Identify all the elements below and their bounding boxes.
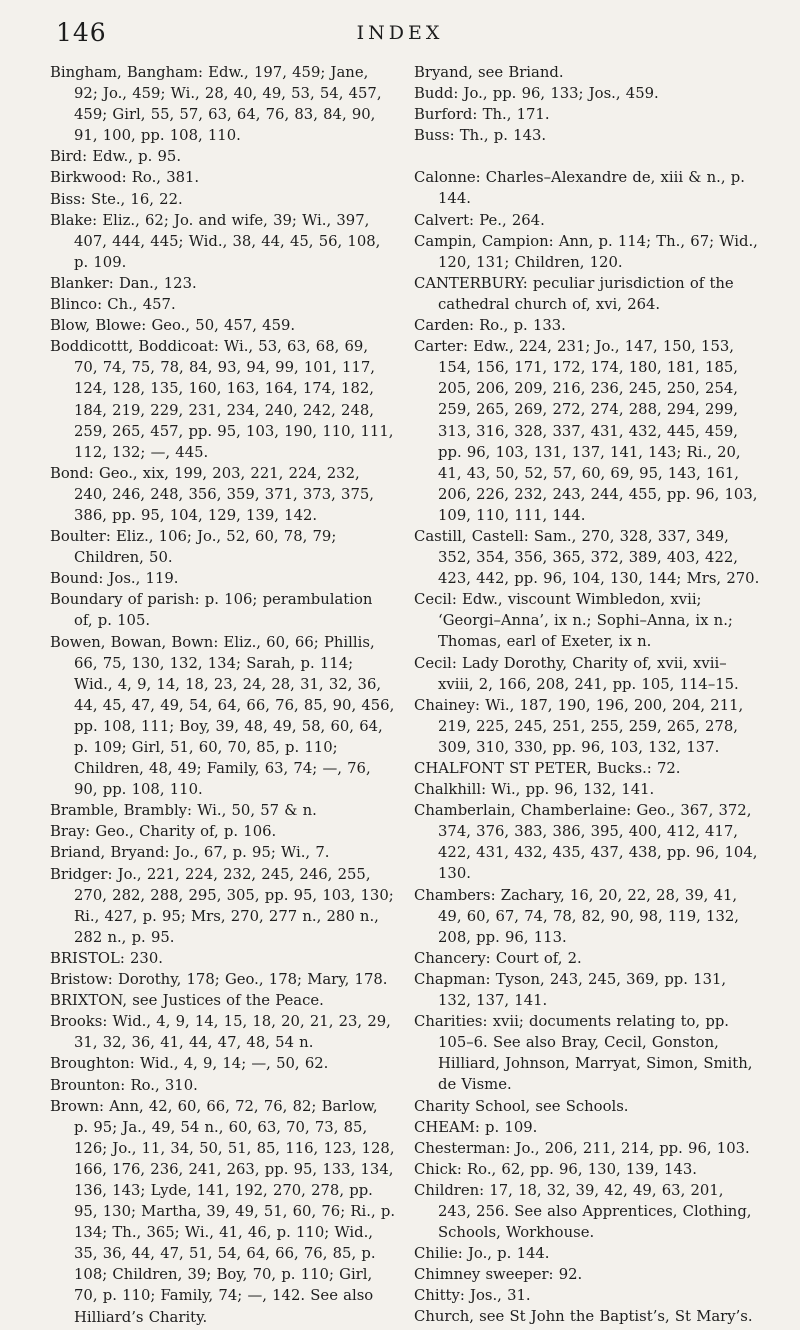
index-entry: Boulter: Eliz., 106; Jo., 52, 60, 78, 79; Children, 50. xyxy=(50,528,337,567)
index-entry: Brooks: Wid., 4, 9, 14, 15, 18, 20, 21, 23, 29, 31, 32, 36, 41, 44, 47, 48, 54 n. xyxy=(50,1013,391,1052)
index-entry: Church, see St John the Baptist’s, St Mary’s. xyxy=(414,1308,753,1326)
index-entry: Campin, Campion: Ann, p. 114; Th., 67; Wid., 120, 131; Children, 120. xyxy=(414,232,758,271)
index-entry: Bingham, Bangham: Edw., 197, 459; Jane, 92; Jo., 459; Wi., 28, 40, 49, 53, 54, 457, 459; Girl, 55, 57, 63, 64, 76, 83, 84, 90, 91, 100, pp. 108, 110. xyxy=(50,64,382,145)
index-entry: CHALFONT ST PETER, Bucks.: 72. xyxy=(414,760,681,777)
index-entry: Charities: xvii; documents relating to, pp. 105–6. See also Bray, Cecil, Gonston, Hilliard, Johnson, Marryat, Simon, Smith, de Visme. xyxy=(414,1013,753,1094)
index-entry: Broughton: Wid., 4, 9, 14; —, 50, 62. xyxy=(50,1055,329,1073)
index-entry: Bridger: Jo., 221, 224, 232, 245, 246, 255, 270, 282, 288, 295, 305, pp. 95, 103, 130; Ri., 427, p. 95; Mrs, 270, 277 n., 280 n., 282 n., p. 95. xyxy=(50,865,394,946)
index-column-right xyxy=(414,62,760,1328)
index-entry: Calonne: Charles–Alexandre de, xiii & n., p. 144. xyxy=(414,169,745,208)
index-columns xyxy=(50,62,760,1328)
index-entry: Bond: Geo., xix, 199, 203, 221, 224, 232, 240, 246, 248, 356, 359, 371, 373, 375, 386, pp. 95, 104, 129, 139, 142. xyxy=(50,464,374,524)
index-entry: Blake: Eliz., 62; Jo. and wife, 39; Wi., 397, 407, 444, 445; Wid., 38, 44, 45, 56, 108, p. 109. xyxy=(50,211,381,271)
index-entry: BRISTOL: 230. xyxy=(50,949,163,967)
index-entry: BRIXTON, see Justices of the Peace. xyxy=(50,992,324,1010)
index-entry: CANTERBURY: peculiar jurisdiction of the cathedral church of, xvi, 264. xyxy=(414,274,734,313)
index-entry: Chilie: Jo., p. 144. xyxy=(414,1245,550,1263)
index-entry: Chalkhill: Wi., pp. 96, 132, 141. xyxy=(414,781,655,799)
index-entry: Burford: Th., 171. xyxy=(414,106,550,124)
page-number: 146 xyxy=(56,18,107,47)
index-entry: Blanker: Dan., 123. xyxy=(50,274,197,292)
index-entry: Chancery: Court of, 2. xyxy=(414,949,582,967)
index-entry: Cecil: Edw., viscount Wimbledon, xvii; ‘Georgi–Anna’, ix n.; Sophi–Anna, ix n.; Thomas, earl of Exeter, ix n. xyxy=(414,591,733,651)
index-entry: Boundary of parish: p. 106; perambulation of, p. 105. xyxy=(50,591,373,630)
index-column-left xyxy=(50,62,396,1328)
page-header xyxy=(56,8,744,56)
index-entry: Boddicottt, Boddicoat: Wi., 53, 63, 68, 69, 70, 74, 75, 78, 84, 93, 94, 99, 101, 117, 124, 128, 135, 160, 163, 164, 174, 182, 184, 219, 229, 231, 234, 240, 242, 248, 259, 265, 457, pp. 95, 103, 190, 110, 111, 112, 132; —, 445. xyxy=(50,338,394,461)
index-entry xyxy=(414,146,760,167)
index-entry: CHEAM: p. 109. xyxy=(414,1118,538,1136)
index-entry: Chimney sweeper: 92. xyxy=(414,1266,583,1284)
index-entry: Buss: Th., p. 143. xyxy=(414,127,547,145)
index-entry: Bray: Geo., Charity of, p. 106. xyxy=(50,823,277,841)
index-entry: Bramble, Brambly: Wi., 50, 57 & n. xyxy=(50,802,317,820)
running-head: INDEX xyxy=(356,22,444,44)
index-entry: Chainey: Wi., 187, 190, 196, 200, 204, 211, 219, 225, 245, 251, 255, 259, 265, 278, 309, 310, 330, pp. 96, 103, 132, 137. xyxy=(414,696,744,756)
index-entry: Children: 17, 18, 32, 39, 42, 49, 63, 201, 243, 256. See also Apprentices, Clothing, Schools, Workhouse. xyxy=(414,1181,752,1242)
index-entry: Cecil: Lady Dorothy, Charity of, xvii, xvii–xviii, 2, 166, 208, 241, pp. 105, 114–15. xyxy=(414,654,739,693)
index-entry: Chapman: Tyson, 243, 245, 369, pp. 131, 132, 137, 141. xyxy=(414,970,727,1010)
index-entry: Biss: Ste., 16, 22. xyxy=(50,190,183,208)
index-entry: Charity School, see Schools. xyxy=(414,1097,629,1115)
index-entry: Bryand, see Briand. xyxy=(414,64,564,81)
index-entry: Chick: Ro., 62, pp. 96, 130, 139, 143. xyxy=(414,1160,697,1178)
index-entry: Carter: Edw., 224, 231; Jo., 147, 150, 153, 154, 156, 171, 172, 174, 180, 181, 185, 205, 206, 209, 216, 236, 245, 250, 254, 259, 265, 269, 272, 274, 288, 294, 299, 313, 316, 328, 337, 431, 432, 445, 459, pp. 96, 103, 131, 137, 141, 143; Ri., 20, 41, 43, 50, 52, 57, 60, 69, 95, 143, 161, 206, 226, 232, 243, 244, 455, pp. 96, 103, 109, 110, 111, 144. xyxy=(414,338,758,524)
index-entry: Calvert: Pe., 264. xyxy=(414,211,545,229)
index-entry: Bound: Jos., 119. xyxy=(50,570,179,588)
index-entry: Blow, Blowe: Geo., 50, 457, 459. xyxy=(50,317,296,335)
index-entry: Blinco: Ch., 457. xyxy=(50,296,176,314)
index-entry: Castill, Castell: Sam., 270, 328, 337, 349, 352, 354, 356, 365, 372, 389, 403, 422, 423, 442, pp. 96, 104, 130, 144; Mrs, 270. xyxy=(414,527,760,588)
index-entry: Bowen, Bowan, Bown: Eliz., 60, 66; Phillis, 66, 75, 130, 132, 134; Sarah, p. 114; Wid., 4, 9, 14, 18, 23, 24, 28, 31, 32, 36, 44, 45, 47, 49, 54, 64, 66, 76, 85, 90, 456, pp. 108, 111; Boy, 39, 48, 49, 58, 60, 64, p. 109; Girl, 51, 60, 70, 85, p. 110; Children, 48, 49; Family, 63, 74; —, 76, 90, pp. 108, 110. xyxy=(50,633,395,799)
index-entry: Briand, Bryand: Jo., 67, p. 95; Wi., 7. xyxy=(50,844,330,862)
index-entry: Birkwood: Ro., 381. xyxy=(50,169,200,187)
index-entry: Bristow: Dorothy, 178; Geo., 178; Mary, 178. xyxy=(50,971,388,989)
index-entry: Brounton: Ro., 310. xyxy=(50,1076,198,1094)
index-entry: Chesterman: Jo., 206, 211, 214, pp. 96, 103. xyxy=(414,1139,750,1157)
index-entry: Chambers: Zachary, 16, 20, 22, 28, 39, 41, 49, 60, 67, 74, 78, 82, 90, 98, 119, 132, 208, pp. 96, 113. xyxy=(414,886,739,946)
index-entry: Brown: Ann, 42, 60, 66, 72, 76, 82; Barlow, p. 95; Ja., 49, 54 n., 60, 63, 70, 73, 85, 126; Jo., 11, 34, 50, 51, 85, 116, 123, 128, 166, 176, 236, 241, 263, pp. 95, 133, 134, 136, 143; Lyde, 141, 192, 270, 278, pp. 95, 130; Martha, 39, 49, 51, 60, 76; Ri., p. 134; Th., 365; Wi., 41, 46, p. 110; Wid., 35, 36, 44, 47, 51, 54, 64, 66, 76, 85, p. 108; Children, 39; Boy, 70, p. 110; Girl, 70, p. 110; Family, 74; —, 142. See also Hilliard’s Charity. xyxy=(50,1097,396,1326)
index-entry: Budd: Jo., pp. 96, 133; Jos., 459. xyxy=(414,85,659,103)
index-entry: Bird: Edw., p. 95. xyxy=(50,148,182,166)
index-entry: Carden: Ro., p. 133. xyxy=(414,317,566,335)
index-entry: Chamberlain, Chamberlaine: Geo., 367, 372, 374, 376, 383, 386, 395, 400, 412, 417, 422, 431, 432, 435, 437, 438, pp. 96, 104, 130. xyxy=(414,802,758,883)
index-entry: Chitty: Jos., 31. xyxy=(414,1287,531,1305)
